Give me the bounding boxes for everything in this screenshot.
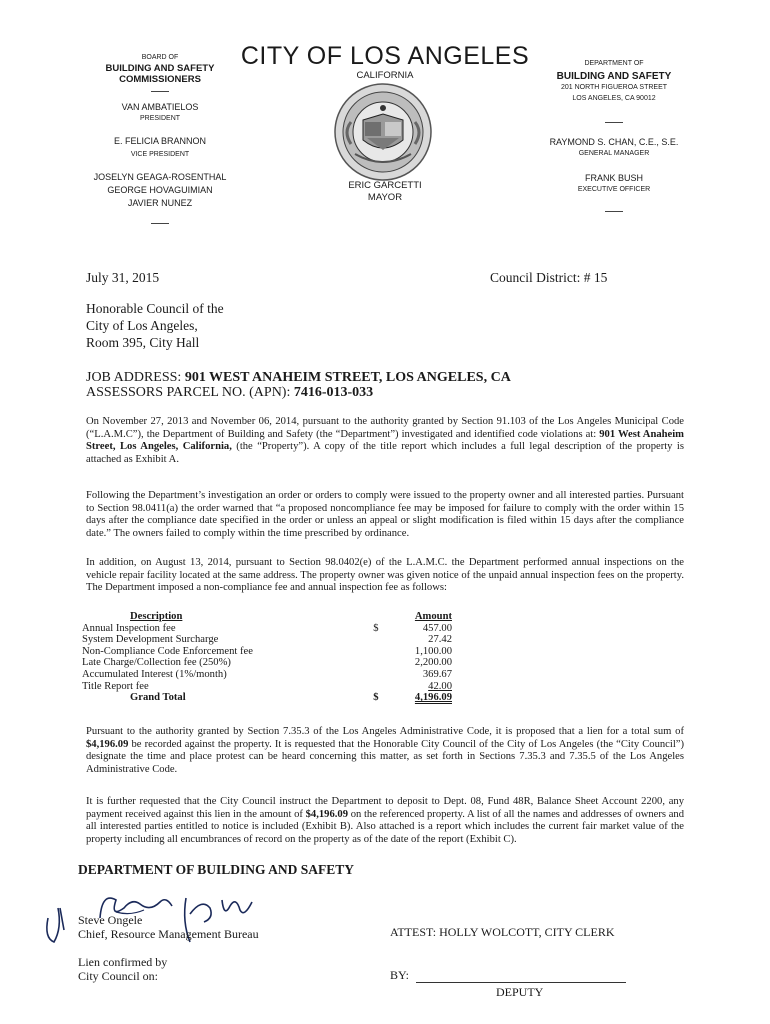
paragraph-4-total: $4,196.09: [86, 738, 129, 750]
signer-block: [78, 913, 259, 941]
president-title: PRESIDENT: [139, 115, 181, 122]
eo-name: FRANK BUSH: [584, 173, 643, 183]
fee-amount: 369.67: [422, 668, 452, 680]
eo-title: EXECUTIVE OFFICER: [577, 186, 651, 193]
by-label: BY:: [390, 968, 409, 982]
fee-description: Annual Inspection fee: [82, 622, 176, 634]
divider: [151, 223, 169, 224]
board-title-2: BUILDING AND SAFETY: [105, 63, 215, 74]
table-row: [82, 634, 452, 646]
signature-line: [416, 982, 626, 983]
paragraph-2: Following the Department’s investigation an order or orders to comply were issued to the property owner and all interested parties. Pursuant to Section 98.0411(a) the order warned that “a proposed noncompliance fee may be imposed for failure to comply with the order within 15 days after the compliance date specified in the order or unless an appeal or slight modification is filed within 15 days after the compliance date.” The owners failed to comply within the time prescribed by ordinance.: [86, 490, 684, 539]
dept-title-2: BUILDING AND SAFETY: [556, 71, 672, 82]
vice-president-name: E. FELICIA BRANNON: [113, 136, 207, 146]
fee-table: [82, 611, 452, 704]
city-seal-icon: [333, 82, 433, 182]
recipient-line-1: Honorable Council of the: [86, 301, 224, 316]
fee-description: Non-Compliance Code Enforcement fee: [82, 645, 253, 657]
fee-description: Late Charge/Collection fee (250%): [82, 657, 231, 669]
dept-signature-heading: DEPARTMENT OF BUILDING AND SAFETY: [78, 862, 355, 877]
recipient-block: [86, 300, 224, 351]
paragraph-5-text-end: on the referenced property. A list of all the names and addresses of owners and all interested parties entitled to notice is included (Exhibit B). Also attached is a report which includes the current fair market value of the property including all encumbrances of record on the property as of the date of the report (Exhibit C).: [86, 808, 685, 845]
divider: [605, 211, 623, 212]
apn-label: ASSESSORS PARCEL NO. (APN):: [86, 385, 294, 400]
recipient-line-2: City of Los Angeles,: [86, 318, 198, 333]
lien-line-2: City Council on:: [78, 969, 159, 983]
president-name: VAN AMBATIELOS: [121, 102, 199, 112]
gm-title: GENERAL MANAGER: [578, 150, 650, 157]
apn-number: 7416-013-033: [293, 385, 374, 400]
paragraph-1-address: 901 West Anaheim Street, Los Angeles, California,: [86, 428, 684, 453]
table-row: [82, 657, 452, 669]
deputy-label: DEPUTY: [496, 985, 544, 999]
divider: [605, 122, 623, 123]
board-title-3: COMMISSIONERS: [119, 74, 201, 85]
table-row: [82, 669, 452, 681]
recipient-line-3: Room 395, City Hall: [86, 335, 200, 350]
paragraph-5-text: It is further requested that the City Council instruct the Department to deposit to Dept. 08, Fund 48R, Balance Sheet Account 2200, any payment received against this lien in the amount of: [86, 796, 684, 820]
member-3: JAVIER NUNEZ: [127, 198, 193, 208]
fee-amount: 2,200.00: [414, 657, 452, 669]
signer-title: Chief, Resource Management Bureau: [78, 927, 259, 941]
fee-amount: 457.00: [422, 622, 452, 634]
department-block: [524, 58, 704, 218]
paragraph-3: In addition, on August 13, 2014, pursuant to Section 98.0402(e) of the L.A.M.C. the Department performed annual inspections on the vehicle repair facility located at the same address. The property owner was given notice of the unpaid annual inspection fees on the property. The Department imposed a non-compliance fee and annual inspection fee as follows:: [86, 557, 684, 594]
amount-header: Amount: [414, 611, 452, 622]
mayor-block: [300, 180, 470, 204]
fee-amount: 1,100.00: [414, 645, 452, 657]
currency-symbol: $: [373, 622, 379, 634]
job-address-block: [86, 370, 511, 400]
paragraph-1-text-end: (the “Property”). A copy of the title report which includes a full legal description of the property is attached as Exhibit A.: [86, 441, 684, 465]
mayor-title: MAYOR: [367, 192, 403, 203]
lien-confirmation: [78, 955, 167, 983]
table-row: [82, 646, 452, 658]
currency-symbol: $: [373, 692, 379, 704]
fee-table-header: [82, 611, 452, 623]
paragraph-4-text-end: be recorded against the property. It is requested that the Honorable City Council of the City of Los Angeles (the “City Council”) designate the time and place protest can be heard concerning this matter, as set forth in Sections 7.35.3 and 7.35.5 of the Los Angeles Administrative Code.: [86, 738, 684, 775]
paragraph-5: [86, 796, 684, 846]
dept-address-2: LOS ANGELES, CA 90012: [572, 95, 656, 102]
divider: [151, 91, 169, 92]
paragraph-4: [86, 726, 684, 776]
grand-total-amount: 4,196.09: [414, 692, 452, 704]
paragraph-1: [86, 416, 684, 466]
fee-description: System Development Surcharge: [82, 634, 219, 646]
council-district: Council District: # 15: [490, 270, 608, 285]
description-header: Description: [130, 611, 183, 622]
job-address: 901 WEST ANAHEIM STREET, LOS ANGELES, CA: [184, 370, 511, 385]
fee-amount: 42.00: [428, 680, 452, 692]
city-title: CITY OF LOS ANGELES: [240, 42, 530, 70]
board-title-1: BOARD OF: [141, 54, 179, 61]
vice-president-title: VICE PRESIDENT: [130, 151, 190, 158]
dept-title-1: DEPARTMENT OF: [584, 60, 644, 67]
paragraph-1-text: On November 27, 2013 and November 06, 2014, pursuant to the authority granted by Section 91.103 of the Los Angeles Municipal Code (“L.A.M.C”), the Department of Building and Safety (the “Department”) investigated and identified code violations at:: [86, 416, 684, 440]
paragraph-5-total: $4,196.09: [305, 808, 348, 820]
member-2: GEORGE HOVAGUIMIAN: [107, 185, 213, 195]
gm-name: RAYMOND S. CHAN, C.E., S.E.: [549, 137, 679, 147]
board-block: [60, 52, 260, 230]
mayor-name: ERIC GARCETTI: [348, 180, 422, 191]
state-label: CALIFORNIA: [356, 70, 414, 81]
signer-name: Steve Ongele: [78, 913, 143, 927]
member-1: JOSELYN GEAGA-ROSENTHAL: [93, 172, 227, 182]
lien-line-1: Lien confirmed by: [78, 955, 168, 969]
grand-total-label: Grand Total: [130, 692, 186, 704]
dept-address-1: 201 NORTH FIGUEROA STREET: [560, 84, 668, 91]
job-address-label: JOB ADDRESS:: [86, 370, 185, 385]
paragraph-4-text: Pursuant to the authority granted by Section 7.35.3 of the Los Angeles Administrative Code, it is proposed that a lien for a total sum of: [86, 726, 684, 737]
attest-line: ATTEST: HOLLY WOLCOTT, CITY CLERK: [390, 925, 615, 939]
fee-description: Title Report fee: [82, 680, 149, 692]
fee-amount: 27.42: [428, 634, 452, 646]
table-row: [82, 681, 452, 693]
grand-total-row: [82, 692, 452, 704]
table-row: [82, 623, 452, 635]
letter-date: July 31, 2015: [86, 270, 160, 285]
fee-description: Accumulated Interest (1%/month): [82, 668, 227, 680]
